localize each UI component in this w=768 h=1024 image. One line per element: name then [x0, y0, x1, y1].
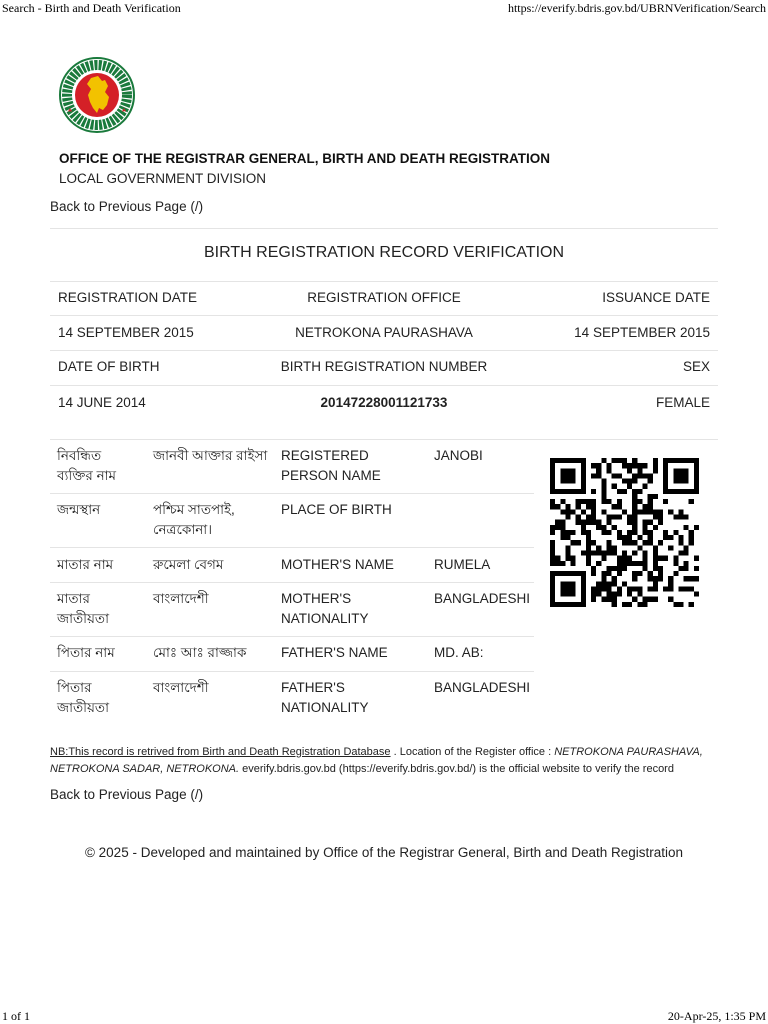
copyright-footer: © 2025 - Developed and maintained by Office of the Registrar General, Birth and Death Registration	[84, 845, 684, 860]
registration-office-value: NETROKONA PAURASHAVA	[295, 325, 473, 340]
row-label-en: REGISTERED PERSON NAME	[281, 448, 381, 483]
row-value-bn: রুমেলা বেগম	[153, 557, 224, 572]
row-label-en: PLACE OF BIRTH	[281, 502, 392, 517]
print-footer	[0, 1008, 768, 1024]
print-page-title: Search - Birth and Death Verification	[2, 1, 181, 15]
divider	[50, 547, 534, 548]
office-subtitle: LOCAL GOVERNMENT DIVISION	[59, 171, 267, 186]
record-title: BIRTH REGISTRATION RECORD VERIFICATION	[203, 244, 565, 261]
row-value-bn: বাংলাদেশী	[153, 591, 209, 606]
issuance-date-label: ISSUANCE DATE	[602, 290, 710, 305]
back-to-previous-link[interactable]: Back to Previous Page (/)	[50, 199, 204, 214]
row-value-en: JANOBI	[434, 448, 483, 463]
divider	[50, 493, 534, 494]
registration-office-label: REGISTRATION OFFICE	[307, 290, 461, 305]
registration-date-label: REGISTRATION DATE	[58, 290, 198, 305]
row-value-bn: বাংলাদেশী	[153, 680, 209, 695]
registration-date-value: 14 SEPTEMBER 2015	[58, 325, 194, 340]
row-value-bn: জানবী আক্তার রাইসা	[153, 448, 268, 463]
office-title: OFFICE OF THE REGISTRAR GENERAL, BIRTH AND DEATH REGISTRATION	[59, 151, 550, 166]
brn-value: 20147228001121733	[320, 395, 448, 410]
divider	[50, 385, 718, 386]
register-office-location: NETROKONA PAURASHAVA, NETROKONA SADAR, NETROKONA.	[50, 746, 703, 775]
sex-value: FEMALE	[655, 395, 710, 410]
divider	[50, 228, 718, 229]
row-value-en: MD. AB:	[434, 645, 484, 660]
row-value-bn: পশ্চিম সাতপাই, নেত্রকোনা।	[153, 502, 235, 537]
print-page-count: 1 of 1	[2, 1009, 30, 1023]
divider	[50, 671, 534, 672]
bangladesh-government-seal-icon	[58, 56, 136, 134]
divider	[50, 582, 534, 583]
print-header	[0, 0, 768, 16]
divider	[50, 315, 718, 316]
date-of-birth-label: DATE OF BIRTH	[58, 359, 160, 374]
row-label-en: FATHER'S NAME	[281, 645, 388, 660]
row-value-bn: মোঃ আঃ রাজ্জাক	[153, 645, 247, 660]
sex-label: SEX	[682, 359, 710, 374]
row-label-en: MOTHER'S NATIONALITY	[281, 591, 369, 626]
location-prefix: . Location of the Register office :	[393, 746, 552, 758]
divider	[50, 350, 718, 351]
row-label-bn: জন্মস্থান	[57, 502, 101, 517]
print-url: https://everify.bdris.gov.bd/UBRNVerification/Search	[507, 1, 766, 15]
record-note	[50, 744, 720, 778]
row-label-bn: পিতার নাম	[57, 645, 115, 660]
back-to-previous-link[interactable]: Back to Previous Page (/)	[50, 787, 204, 802]
divider	[50, 636, 534, 637]
divider	[50, 281, 718, 282]
brn-label: BIRTH REGISTRATION NUMBER	[280, 359, 488, 374]
row-label-bn: নিবন্ধিত ব্যক্তির নাম	[57, 448, 117, 483]
row-label-en: FATHER'S NATIONALITY	[281, 680, 369, 715]
print-datetime: 20-Apr-25, 1:35 PM	[667, 1009, 766, 1023]
issuance-date-value: 14 SEPTEMBER 2015	[574, 325, 710, 340]
official-website-note: everify.bdris.gov.bd (https://everify.bdris.gov.bd/) is the official website to verify the record	[242, 763, 674, 775]
row-value-en: BANGLADESHI	[434, 591, 531, 606]
row-label-bn: মাতার জাতীয়তা	[57, 591, 109, 626]
row-label-bn: মাতার নাম	[57, 557, 114, 572]
row-label-bn: পিতার জাতীয়তা	[57, 680, 109, 715]
row-value-en: BANGLADESHI	[434, 680, 531, 695]
nb-note: NB:This record is retrived from Birth and Death Registration Database	[50, 746, 391, 758]
row-label-en: MOTHER'S NAME	[281, 557, 394, 572]
row-value-en: RUMELA	[434, 557, 491, 572]
qr-code-icon	[550, 456, 699, 609]
divider	[50, 439, 718, 440]
date-of-birth-value: 14 JUNE 2014	[58, 395, 146, 410]
